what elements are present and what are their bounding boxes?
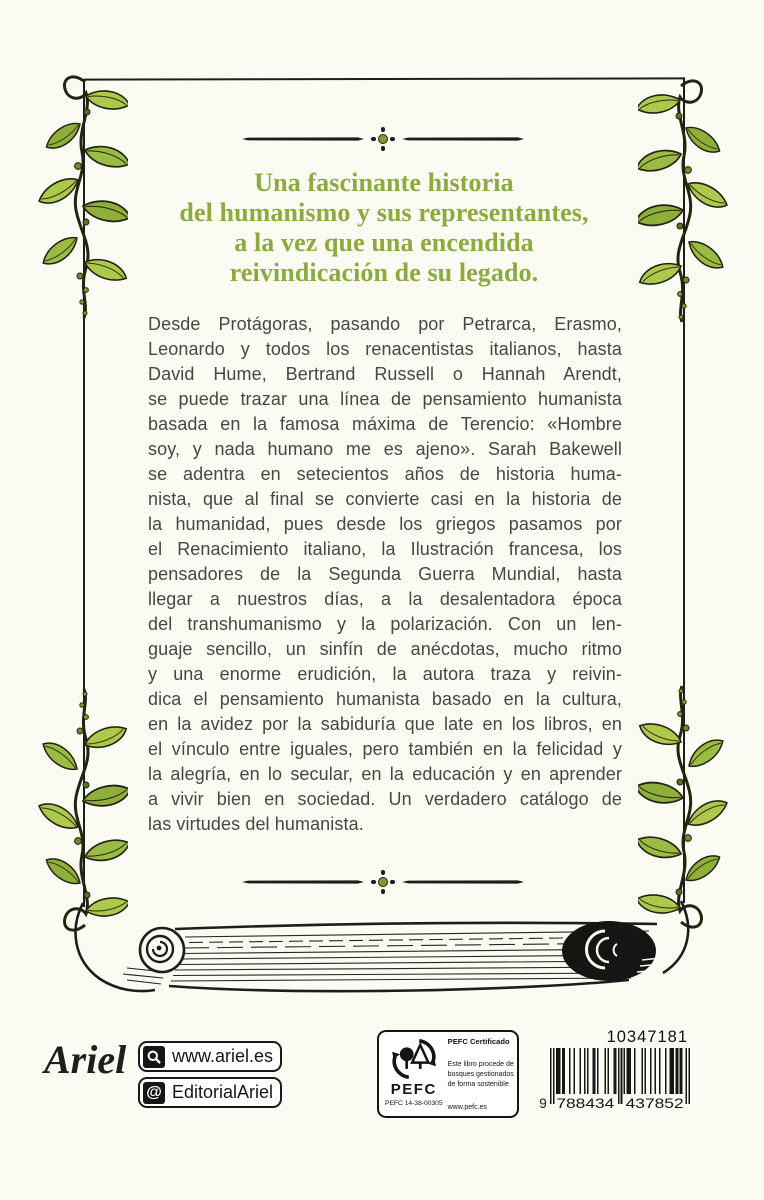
botanical-vine-bottom-right	[638, 684, 738, 934]
body-line: y una enorme erudición, la autora traza y reivin-	[148, 664, 622, 684]
divider-line	[402, 137, 524, 140]
headline-line: del humanismo y sus representantes,	[179, 198, 589, 227]
pefc-description: Este libro procede de bosques gestionados de forma sostenible	[447, 1061, 514, 1088]
body-line: David Hume, Bertrand Russell o Hannah Arendt,	[148, 364, 622, 384]
body-line: Desde Protágoras, pasando por Petrarca, Erasmo,	[148, 314, 622, 334]
body-line: soy, y nada humano me es ajeno». Sarah Bakewell	[148, 439, 622, 459]
body-line: nista, que al final se convierte casi en la historia de	[148, 489, 622, 509]
headline-line: reivindicación de su legado.	[229, 258, 539, 287]
body-line: se adentra en setecientos años de historia huma-	[148, 464, 622, 484]
body-line: basada en la famosa máxima de Terencio: «Hombre	[148, 414, 622, 434]
pefc-title: PEFC Certificado	[447, 1037, 510, 1046]
body-line: se puede trazar una línea de pensamiento humanista	[148, 389, 622, 409]
headline-line: Una fascinante historia	[254, 168, 514, 197]
body-line: en la avidez por la sabiduría que late en los libros, en	[148, 714, 622, 734]
svg-text:437852: 437852	[625, 1096, 684, 1111]
barcode-product-code: 10347181	[606, 1028, 688, 1046]
social-label: EditorialAriel	[172, 1082, 274, 1102]
at-icon: @	[143, 1082, 165, 1104]
scroll-roll-illustration	[57, 900, 707, 1015]
pefc-certification-box	[377, 1030, 519, 1118]
body-line: dica el pensamiento humanista basado en la cultura,	[148, 689, 622, 709]
body-line: pensadores de la Segunda Guerra Mundial, hasta	[148, 564, 622, 584]
body-line: a vivir bien en sociedad. Un verdadero catálogo de	[148, 789, 622, 809]
ornament-divider-bottom	[242, 871, 524, 893]
body-line: las virtudes del humanista.	[148, 814, 364, 834]
svg-text:788434: 788434	[556, 1096, 615, 1111]
body-line: guaje sencillo, un sinfín de anécdotas, mucho ritmo	[148, 639, 622, 659]
website-badge	[138, 1041, 282, 1072]
divider-line	[402, 880, 524, 883]
publisher-logo: Ariel	[44, 1037, 127, 1082]
body-line: el vínculo entre iguales, pero también en la felicidad y	[148, 739, 622, 759]
divider-line	[242, 880, 364, 883]
pefc-website: www.pefc.es	[447, 1103, 487, 1111]
social-badge	[138, 1077, 282, 1108]
body-line: del transhumanismo y la polarización. Con un len-	[148, 614, 622, 634]
search-icon	[143, 1046, 165, 1068]
body-line: la alegría, en lo secular, en la educación y en aprender	[148, 764, 622, 784]
body-line: el Renacimiento italiano, la Ilustración francesa, los	[148, 539, 622, 559]
scroll-frame-top-edge	[84, 77, 685, 81]
synopsis	[148, 312, 622, 837]
headline	[83, 168, 685, 288]
svg-text:9: 9	[539, 1096, 547, 1111]
pefc-cert-number: PEFC 14-38-00305	[385, 1100, 443, 1107]
ornament-divider-top	[242, 128, 524, 150]
headline-line: a la vez que una encendida	[234, 228, 534, 257]
ean-barcode	[536, 1048, 690, 1111]
contact-badges	[138, 1041, 282, 1113]
body-line: llegar a nuestros días, a la desalentadora época	[148, 589, 622, 609]
divider-ornament	[372, 871, 394, 893]
body-line: la humanidad, pues desde los griegos pasamos por	[148, 514, 622, 534]
body-line: Leonardo y todos los renacentistas italianos, hasta	[148, 339, 622, 359]
divider-line	[242, 137, 364, 140]
pefc-logo-icon	[390, 1037, 438, 1081]
pefc-wordmark: PEFC	[390, 1081, 437, 1098]
barcode-block	[536, 1028, 690, 1116]
divider-ornament	[372, 128, 394, 150]
website-label: www.ariel.es	[172, 1046, 274, 1066]
